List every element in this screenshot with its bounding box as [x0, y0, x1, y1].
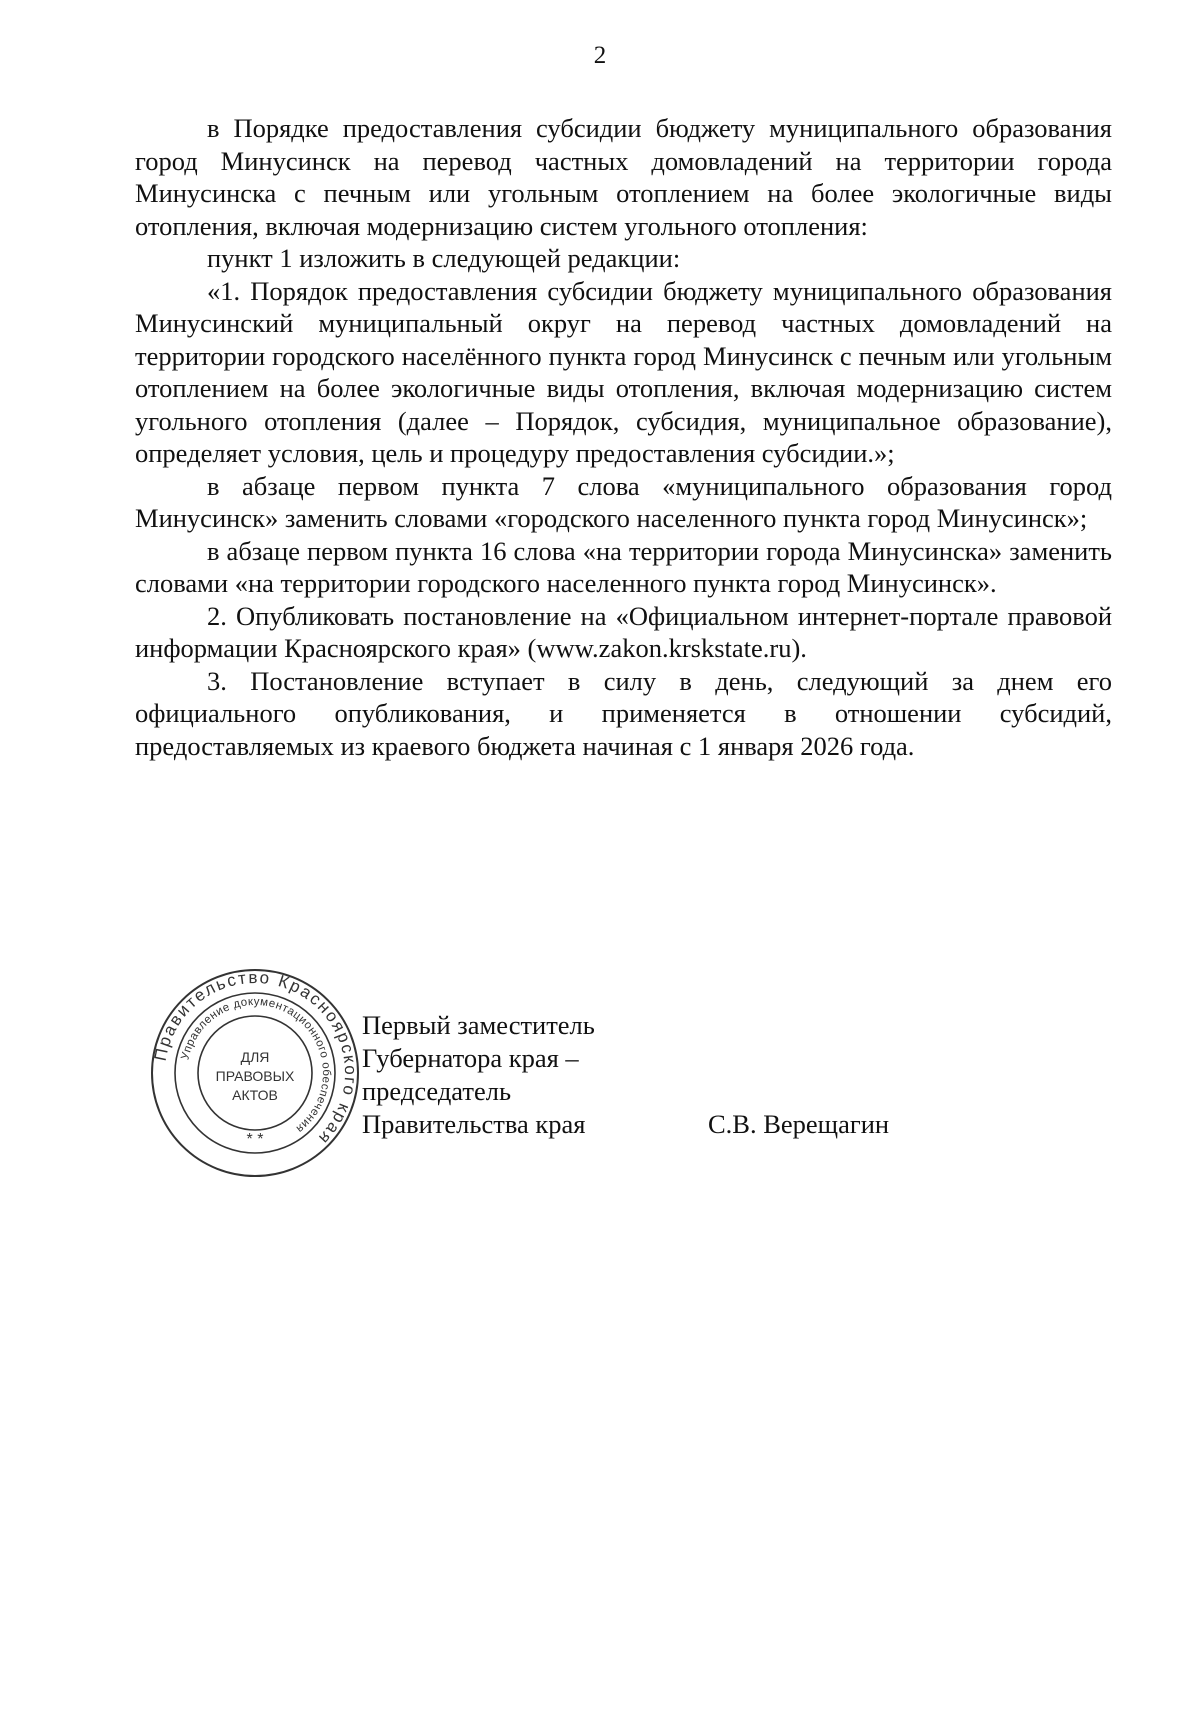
paragraph-item-7-change: в абзаце первом пункта 7 слова «муниципального образования город Минусинск» заменить словами «городского населенного пункта город Минусинск»; [135, 470, 1112, 533]
paragraph-publish: 2. Опубликовать постановление на «Официальном интернет-портале правовой информации Красноярского края» (www.zakon.krskstate.ru). [135, 600, 1112, 663]
seal-center-line-3: АКТОВ [232, 1087, 278, 1103]
signatory-title-line: Губернатора края – [362, 1043, 579, 1073]
seal-center-line-1: ДЛЯ [240, 1049, 270, 1065]
seal-outer-text: Правительство Красноярского края [150, 968, 360, 1150]
paragraph-item-16-change: в абзаце первом пункта 16 слова «на территории города Минусинска» заменить словами «на территории городского населенного пункта город Минусинск». [135, 535, 1112, 598]
signatory-title-line: Первый заместитель [362, 1010, 595, 1040]
signatory-title-line: Правительства края [362, 1109, 586, 1139]
signatory-title-line: председатель [362, 1076, 512, 1106]
signatory-name: С.В. Верещагин [708, 1109, 890, 1139]
seal-stars: * * [246, 1131, 264, 1148]
signatory-title [362, 1009, 595, 1141]
seal-inner-text: Управление документационного обеспечения [179, 995, 333, 1135]
official-seal-stamp [150, 968, 360, 1178]
seal-center-line-2: ПРАВОВЫХ [215, 1068, 295, 1084]
paragraph-item-1-text: «1. Порядок предоставления субсидии бюджету муниципального образования Минусинский муниципальный округ на перевод частных домовладений на территории городского населённого пункта город Минусинск с печным или угольным отоплением на более экологичные виды отопления, включая модернизацию систем угольного отопления (далее – Порядок, субсидия, муниципальное образование), определяет условия, цель и процедуру предоставления субсидии.»; [135, 275, 1112, 468]
paragraph-item-1-intro: пункт 1 изложить в следующей редакции: [207, 243, 681, 273]
page-number: 2 [593, 42, 607, 69]
paragraph-effective-date: 3. Постановление вступает в силу в день, следующий за днем его официального опубликования, и применяется в отношении субсидий, предоставляемых из краевого бюджета начиная с 1 января 2026 года. [135, 665, 1112, 761]
paragraph-order-intro: в Порядке предоставления субсидии бюджету муниципального образования город Минусинск на перевод частных домовладений на территории города Минусинска с печным или угольным отоплением на более экологичные виды отопления, включая модернизацию систем угольного отопления: [135, 113, 1112, 241]
